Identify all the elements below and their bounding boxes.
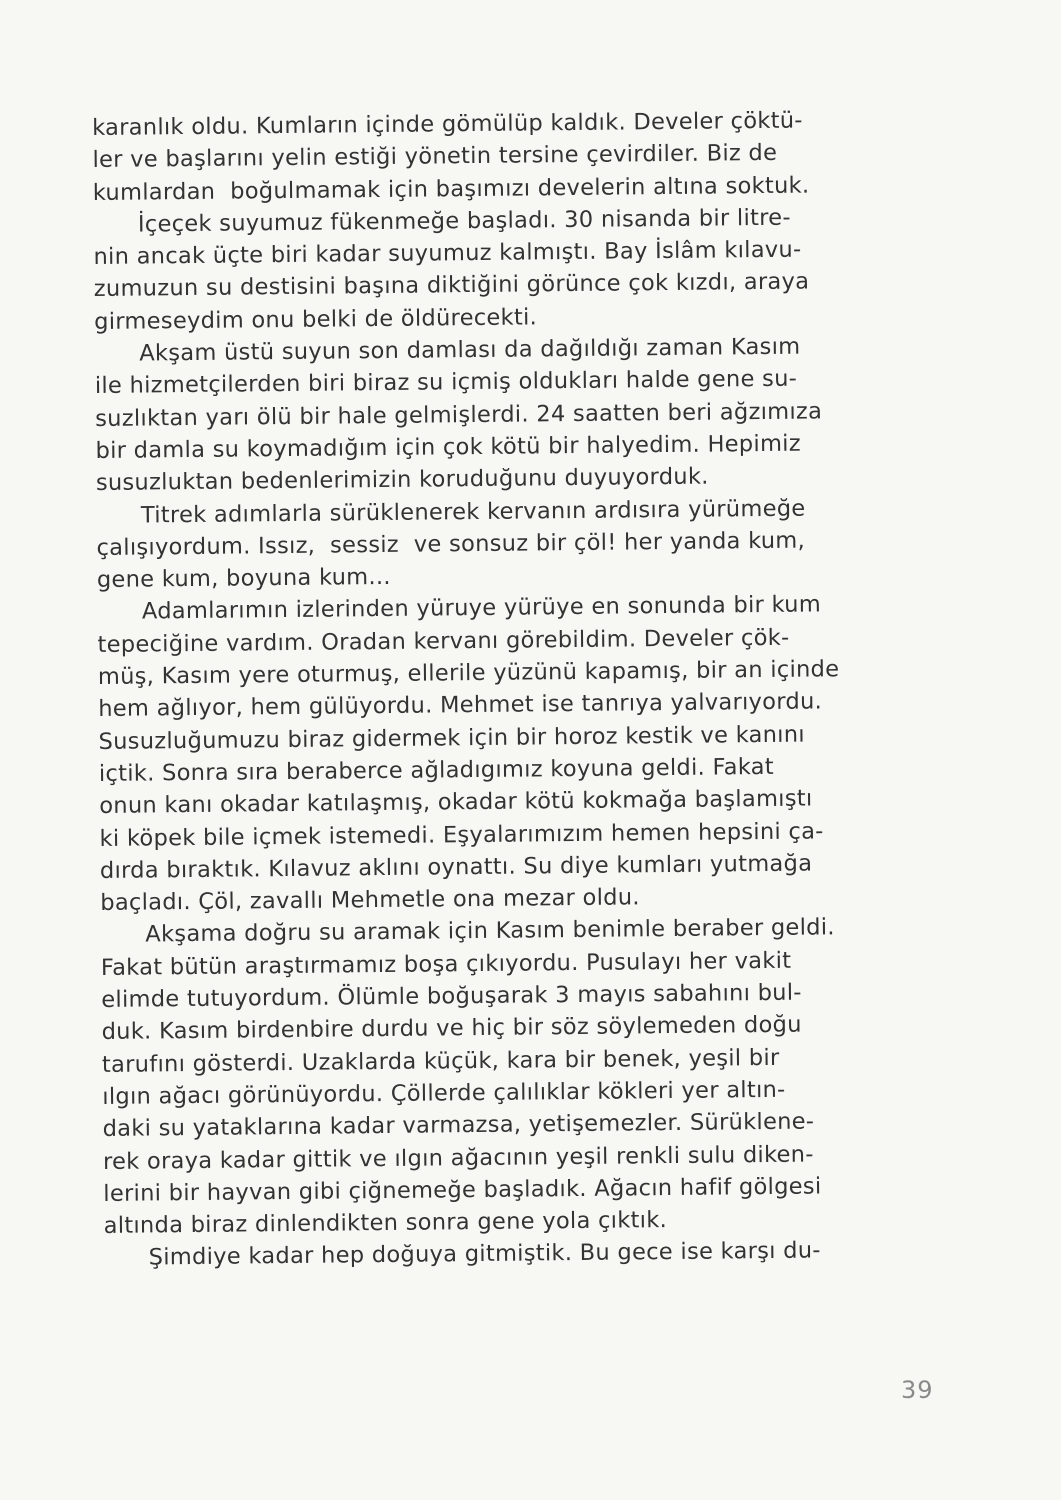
text-line: Şimdiye kadar hep doğuya gitmiştik. Bu gece ise karşı du- <box>103 1237 821 1272</box>
text-line: Susuzluğumuzu biraz gidermek için bir horoz kestik ve kanını <box>98 721 806 755</box>
text-line: hem ağlıyor, hem gülüyordu. Mehmet ise tanrıya yalvarıyordu. <box>98 688 823 723</box>
text-line: onun kanı okadar katılaşmış, okadar kötü kokmağa başlamıştı <box>99 785 813 820</box>
text-line: içtik. Sonra sıra beraberce ağladıgımız koyuna geldi. Fakat <box>98 753 775 787</box>
text-line: Adamlarımın izlerinden yüruye yürüye en sonunda bir kum <box>97 591 822 626</box>
text-line: ki köpek bile içmek istemedi. Eşyalarımızım hemen hepsini ça- <box>99 817 824 852</box>
text-line: Titrek adımlarla sürüklenerek kervanın ardısıra yürümeğe <box>96 495 806 529</box>
text-line: elimde tutuyordum. Ölümle boğuşarak 3 mayıs sabahını bul- <box>101 979 802 1013</box>
text-line: nin ancak üçte biri kadar suyumuz kalmıştı. Bay İslâm kılavu- <box>93 236 802 271</box>
body-text <box>92 103 944 1274</box>
page-number: 39 <box>901 1376 934 1404</box>
text-line: dırda bıraktık. Kılavuz aklını oynattı. Su diye kumları yutmağa <box>99 850 813 884</box>
text-line: ile hizmetçilerden biri biraz su içmiş oldukları halde gene su- <box>94 366 798 400</box>
text-line: İçeçek suyumuz fükenmeğe başladı. 30 nisanda bir litre- <box>93 204 791 238</box>
text-line: Akşam üstü suyun son damlası da dağıldığı zaman Kasım <box>94 333 801 368</box>
text-line: susuzluktan bedenlerimizin koruduğunu duyuyorduk. <box>95 463 709 497</box>
text-line: baçladı. Çöl, zavallı Mehmetle ona mezar oldu. <box>100 884 640 917</box>
text-line: lerini bir hayvan gibi çiğnemeğe başladık. Ağacın hafif gölgesi <box>103 1173 822 1207</box>
text-line: altında biraz dinlendikten sonra gene yola çıktık. <box>103 1207 668 1240</box>
text-line: Akşama doğru su aramak için Kasım benimle beraber geldi. <box>100 914 835 949</box>
text-line: gene kum, boyuna kum... <box>96 564 391 594</box>
text-line: tarufını gösterdi. Uzaklarda küçük, kara bir benek, yeşil bir <box>101 1044 780 1078</box>
text-line: ler ve başlarını yelin estiği yönetin tersine çevirdiler. Biz de <box>92 140 778 174</box>
text-line: karanlık oldu. Kumların içinde gömülüp kaldık. Develer çöktü- <box>92 107 803 141</box>
text-line: çalışıyordum. Issız, sessiz ve sonsuz bir çöl! her yanda kum, <box>96 527 806 561</box>
text-line: daki su yataklarına kadar varmazsa, yetişemezler. Sürüklene- <box>102 1108 815 1143</box>
text-line: duk. Kasım birdenbire durdu ve hiç bir söz söylemeden doğu <box>101 1011 802 1046</box>
text-line: bir damla su koymadığım için çok kötü bir halyedim. Hepimiz <box>95 430 802 464</box>
text-line: girmeseydim onu belki de öldürecekti. <box>94 304 538 335</box>
text-line: Fakat bütün araştırmamız boşa çıkıyordu. Pusulayı her vakit <box>100 947 792 981</box>
text-line: ılgın ağacı görünüyordu. Çöllerde çalılıklar kökleri yer altın- <box>102 1076 786 1110</box>
text-line: rek oraya kadar gittik ve ılgın ağacının yeşil renkli sulu diken- <box>102 1141 814 1175</box>
text-line: tepeciğine vardım. Oradan kervanı görebildim. Develer çök- <box>97 624 790 658</box>
text-line: zumuzun su destisini başına diktiğini görünce çok kızdı, araya <box>93 268 810 303</box>
text-line: kumlardan boğulmamak için başımızı develerin altına soktuk. <box>92 172 810 206</box>
text-line: suzlıktan yarı ölü bir hale gelmişlerdi. 24 saatten beri ağzımıza <box>95 398 823 432</box>
text-line: müş, Kasım yere oturmuş, ellerile yüzünü kapamış, bir an içinde <box>97 656 840 691</box>
